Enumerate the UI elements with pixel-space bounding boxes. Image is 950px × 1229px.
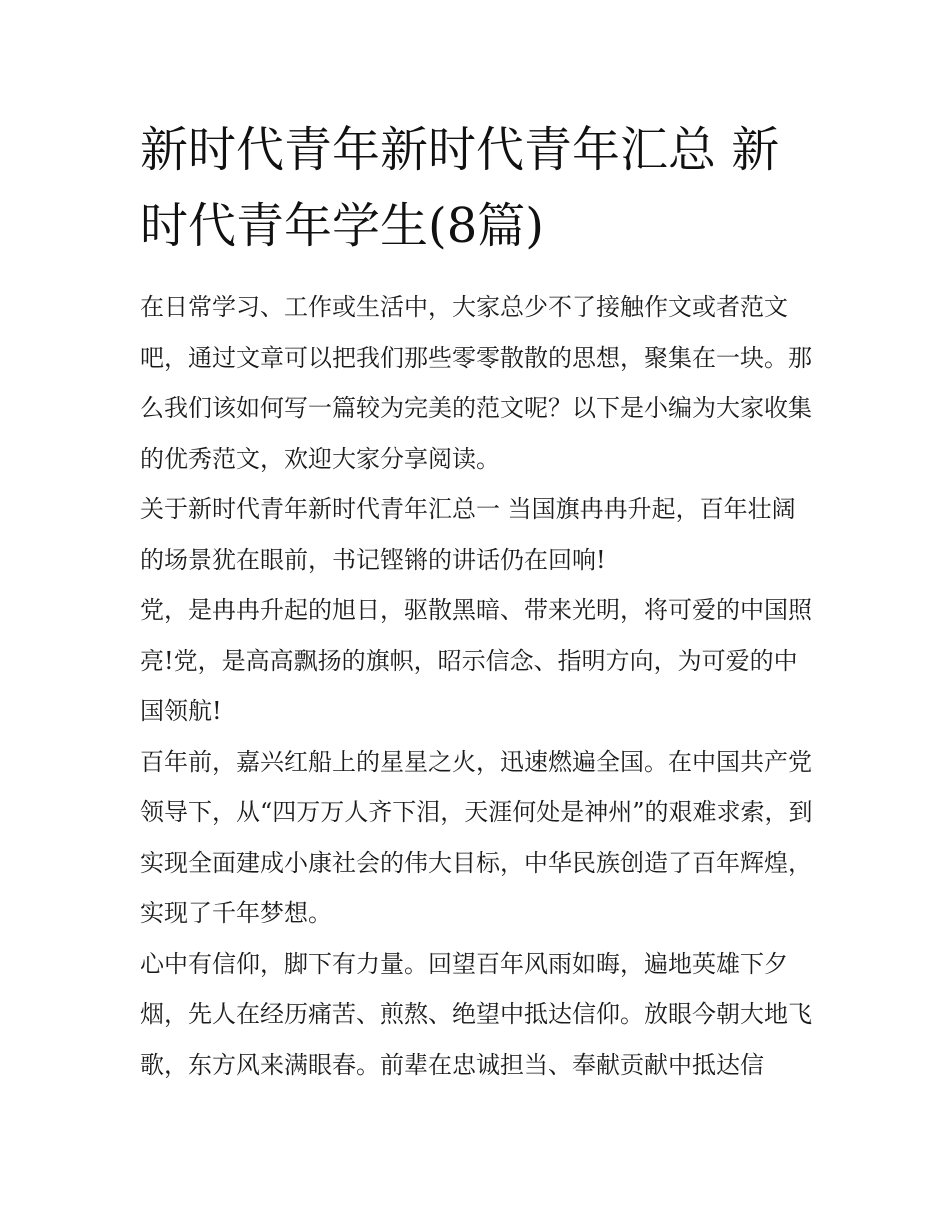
paragraph-party-sun-flag: 党，是冉冉升起的旭日，驱散黑暗、带来光明，将可爱的中国照亮!党，是高高飘扬的旗帜，昭示信念、指明方向，为可爱的中国领航! (140, 596, 812, 725)
paragraph-section-one-opening: 关于新时代青年新时代青年汇总一 当国旗冉冉升起，百年壮阔的场景犹在眼前，书记铿锵的讲话仍在回响! (140, 495, 796, 574)
document-content (140, 112, 815, 1090)
paragraph-faith-strength: 心中有信仰，脚下有力量。回望百年风雨如晦，遍地英雄下夕烟，先人在经历痛苦、煎熬、绝望中抵达信仰。放眼今朝大地飞歌，东方风来满眼春。前辈在忠诚担当、奉献贡献中抵达信 (140, 949, 812, 1079)
document-title: 新时代青年新时代青年汇总 新时代青年学生(8篇) (140, 122, 780, 254)
paragraph-intro: 在日常学习、工作或生活中，大家总少不了接触作文或者范文吧，通过文章可以把我们那些零零散散的思想，聚集在一块。那么我们该如何写一篇较为完美的范文呢？以下是小编为大家收集的优秀范文，欢迎大家分享阅读。 (140, 293, 812, 473)
paragraph-hundred-years: 百年前，嘉兴红船上的星星之火，迅速燃遍全国。在中国共产党领导下，从“四万万人齐下泪，天涯何处是神州”的艰难求索，到实现全面建成小康社会的伟大目标，中华民族创造了百年辉煌，实现了千年梦想。 (140, 747, 813, 927)
